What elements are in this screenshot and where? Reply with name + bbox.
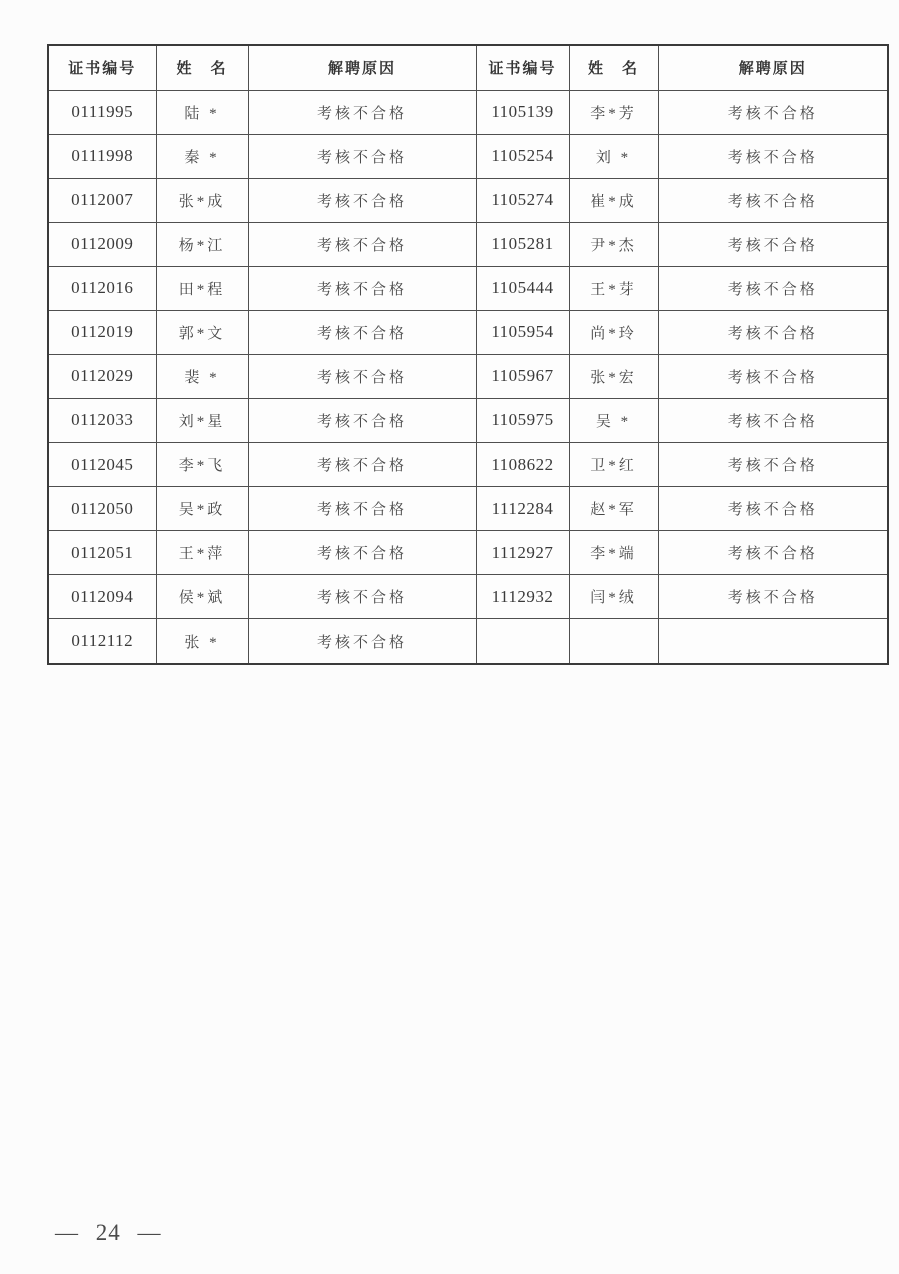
cert-number-cell: 0112007 <box>48 178 156 222</box>
name-cell: 吴*政 <box>156 487 248 531</box>
table-row <box>48 354 888 398</box>
reason-cell: 考核不合格 <box>248 487 476 531</box>
header-row <box>48 45 888 90</box>
cert-number-cell: 1112932 <box>476 575 569 619</box>
cert-number-cell: 0112019 <box>48 310 156 354</box>
table-row <box>48 310 888 354</box>
reason-cell: 考核不合格 <box>248 575 476 619</box>
cert-number-cell: 0111995 <box>48 90 156 134</box>
name-cell: 卫*红 <box>569 443 658 487</box>
name-cell: 吴 * <box>569 398 658 442</box>
header-reason-right: 解聘原因 <box>658 45 888 90</box>
table-row <box>48 575 888 619</box>
cert-number-cell: 1105281 <box>476 222 569 266</box>
reason-cell: 考核不合格 <box>658 134 888 178</box>
header-name-right: 姓 名 <box>569 45 658 90</box>
cert-number-cell: 1112927 <box>476 531 569 575</box>
reason-cell <box>658 619 888 664</box>
table-row <box>48 266 888 310</box>
name-cell: 张*成 <box>156 178 248 222</box>
table-row <box>48 222 888 266</box>
cert-number-cell: 1108622 <box>476 443 569 487</box>
name-cell: 闫*绒 <box>569 575 658 619</box>
cert-number-cell: 0112094 <box>48 575 156 619</box>
cert-number-cell: 1105274 <box>476 178 569 222</box>
name-cell: 尹*杰 <box>569 222 658 266</box>
cert-number-cell: 1105975 <box>476 398 569 442</box>
header-cert-number-left: 证书编号 <box>48 45 156 90</box>
table-row <box>48 619 888 664</box>
table-row <box>48 443 888 487</box>
table-row <box>48 487 888 531</box>
reason-cell: 考核不合格 <box>658 354 888 398</box>
header-cert-number-right: 证书编号 <box>476 45 569 90</box>
table-row <box>48 90 888 134</box>
name-cell: 崔*成 <box>569 178 658 222</box>
cert-number-cell: 1105954 <box>476 310 569 354</box>
reason-cell: 考核不合格 <box>248 134 476 178</box>
cert-number-cell <box>476 619 569 664</box>
reason-cell: 考核不合格 <box>658 398 888 442</box>
reason-cell: 考核不合格 <box>658 178 888 222</box>
name-cell: 王*芽 <box>569 266 658 310</box>
name-cell: 尚*玲 <box>569 310 658 354</box>
cert-number-cell: 1105254 <box>476 134 569 178</box>
dismissal-table <box>47 44 889 665</box>
reason-cell: 考核不合格 <box>658 443 888 487</box>
reason-cell: 考核不合格 <box>248 531 476 575</box>
name-cell: 田*程 <box>156 266 248 310</box>
name-cell: 侯*斌 <box>156 575 248 619</box>
name-cell: 裴 * <box>156 354 248 398</box>
cert-number-cell: 0112045 <box>48 443 156 487</box>
table-row <box>48 398 888 442</box>
name-cell: 秦 * <box>156 134 248 178</box>
reason-cell: 考核不合格 <box>658 531 888 575</box>
reason-cell: 考核不合格 <box>248 178 476 222</box>
reason-cell: 考核不合格 <box>658 487 888 531</box>
cert-number-cell: 1105444 <box>476 266 569 310</box>
cert-number-cell: 0112009 <box>48 222 156 266</box>
reason-cell: 考核不合格 <box>248 222 476 266</box>
cert-number-cell: 0111998 <box>48 134 156 178</box>
cert-number-cell: 1105967 <box>476 354 569 398</box>
header-name-left: 姓 名 <box>156 45 248 90</box>
cert-number-cell: 0112033 <box>48 398 156 442</box>
name-cell: 李*端 <box>569 531 658 575</box>
cert-number-cell: 0112051 <box>48 531 156 575</box>
reason-cell: 考核不合格 <box>248 266 476 310</box>
cert-number-cell: 1112284 <box>476 487 569 531</box>
reason-cell: 考核不合格 <box>248 619 476 664</box>
cert-number-cell: 0112112 <box>48 619 156 664</box>
reason-cell: 考核不合格 <box>658 222 888 266</box>
page-number: — 24 — <box>55 1220 162 1245</box>
reason-cell: 考核不合格 <box>248 443 476 487</box>
name-cell: 陆 * <box>156 90 248 134</box>
name-cell: 李*飞 <box>156 443 248 487</box>
cert-number-cell: 0112029 <box>48 354 156 398</box>
table-row <box>48 531 888 575</box>
name-cell: 王*萍 <box>156 531 248 575</box>
table-row <box>48 178 888 222</box>
cert-number-cell: 0112050 <box>48 487 156 531</box>
reason-cell: 考核不合格 <box>248 398 476 442</box>
reason-cell: 考核不合格 <box>658 310 888 354</box>
reason-cell: 考核不合格 <box>248 354 476 398</box>
name-cell: 张 * <box>156 619 248 664</box>
table-body <box>48 90 888 664</box>
name-cell: 张*宏 <box>569 354 658 398</box>
name-cell <box>569 619 658 664</box>
reason-cell: 考核不合格 <box>248 310 476 354</box>
reason-cell: 考核不合格 <box>658 90 888 134</box>
reason-cell: 考核不合格 <box>658 266 888 310</box>
name-cell: 郭*文 <box>156 310 248 354</box>
name-cell: 刘*星 <box>156 398 248 442</box>
reason-cell: 考核不合格 <box>248 90 476 134</box>
reason-cell: 考核不合格 <box>658 575 888 619</box>
cert-number-cell: 1105139 <box>476 90 569 134</box>
table-row <box>48 134 888 178</box>
name-cell: 李*芳 <box>569 90 658 134</box>
cert-number-cell: 0112016 <box>48 266 156 310</box>
name-cell: 赵*军 <box>569 487 658 531</box>
name-cell: 刘 * <box>569 134 658 178</box>
header-reason-left: 解聘原因 <box>248 45 476 90</box>
name-cell: 杨*江 <box>156 222 248 266</box>
